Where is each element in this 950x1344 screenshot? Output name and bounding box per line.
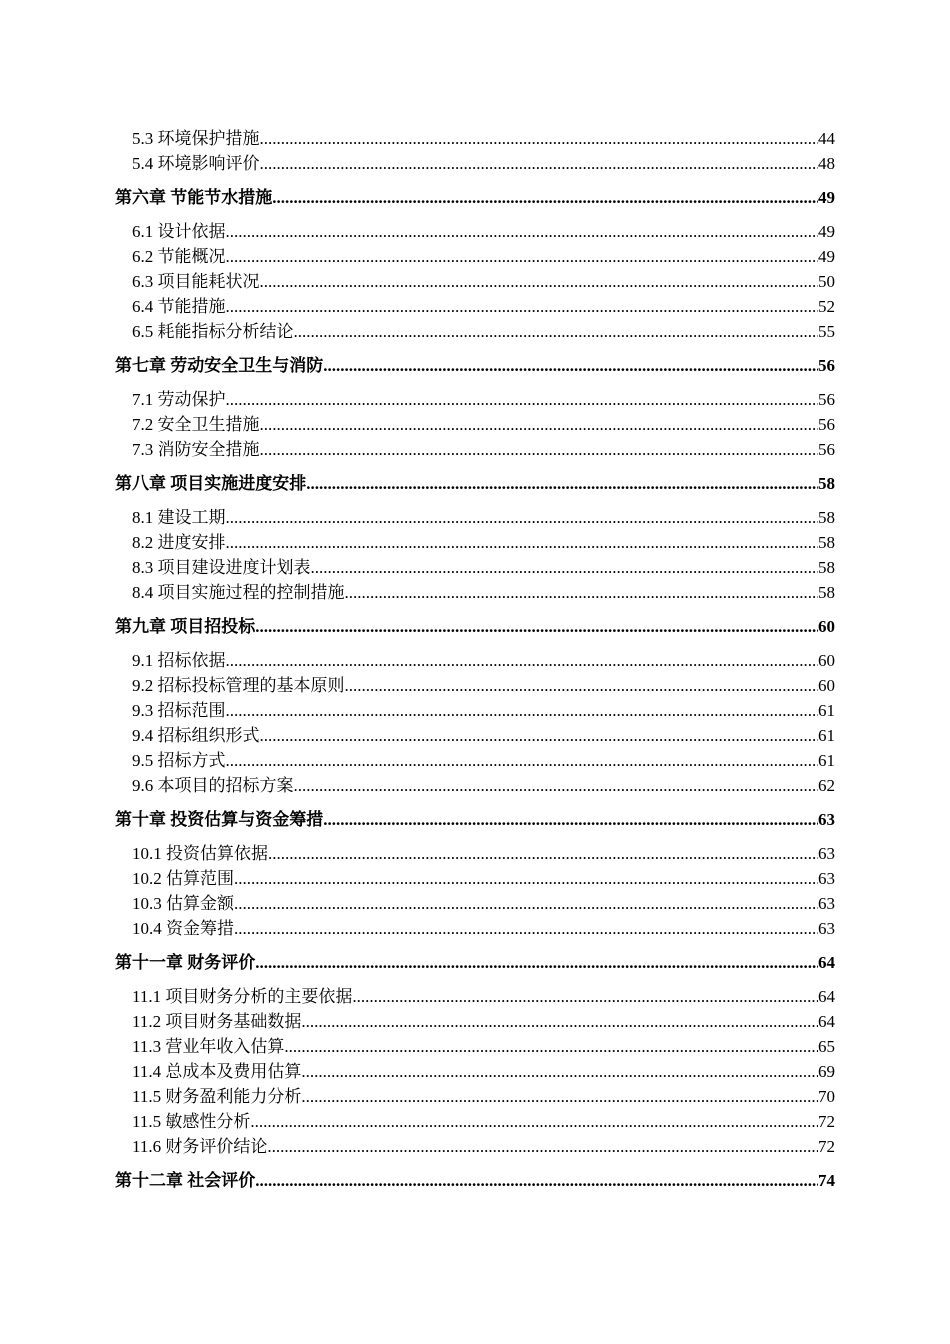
- toc-section-entry[interactable]: [115, 773, 835, 798]
- toc-entry-page: 64: [818, 1012, 835, 1031]
- toc-entry-page: 50: [818, 272, 835, 291]
- toc-leader-dots: [267, 1134, 818, 1159]
- toc-leader-dots: [323, 353, 818, 378]
- toc-entry-page: 63: [818, 844, 835, 863]
- toc-entry-page: 63: [818, 810, 835, 829]
- toc-leader-dots: [226, 505, 819, 530]
- toc-entry-page: 58: [818, 558, 835, 577]
- toc-entry-page: 63: [818, 894, 835, 913]
- toc-section-entry[interactable]: [115, 530, 835, 555]
- toc-entry-title: 11.2 项目财务基础数据: [132, 1012, 302, 1031]
- toc-entry-title: 7.3 消防安全措施: [132, 440, 260, 459]
- toc-section-entry[interactable]: [115, 673, 835, 698]
- toc-section-entry[interactable]: [115, 841, 835, 866]
- toc-entry-title: 8.2 进度安排: [132, 533, 226, 552]
- toc-entry-page: 60: [818, 676, 835, 695]
- toc-section-entry[interactable]: [115, 151, 835, 176]
- toc-leader-dots: [255, 950, 818, 975]
- toc-section-entry[interactable]: [115, 269, 835, 294]
- toc-section-entry[interactable]: [115, 1109, 835, 1134]
- toc-entry-title: 7.2 安全卫生措施: [132, 415, 260, 434]
- toc-leader-dots: [260, 723, 819, 748]
- toc-section-entry[interactable]: [115, 698, 835, 723]
- toc-entry-title: 5.4 环境影响评价: [132, 154, 260, 173]
- toc-leader-dots: [226, 698, 819, 723]
- toc-leader-dots: [311, 555, 819, 580]
- toc-leader-dots: [260, 437, 819, 462]
- toc-entry-page: 60: [818, 651, 835, 670]
- toc-entry-title: 6.1 设计依据: [132, 222, 226, 241]
- toc-leader-dots: [260, 126, 819, 151]
- toc-section-entry[interactable]: [115, 126, 835, 151]
- toc-entry-title: 10.4 资金筹措: [132, 919, 234, 938]
- toc-leader-dots: [226, 748, 819, 773]
- toc-leader-dots: [226, 219, 819, 244]
- toc-entry-page: 72: [818, 1112, 835, 1131]
- toc-entry-page: 56: [818, 390, 835, 409]
- toc-entry-title: 10.2 估算范围: [132, 869, 234, 888]
- toc-entry-page: 58: [818, 533, 835, 552]
- toc-entry-title: 6.5 耗能指标分析结论: [132, 322, 294, 341]
- toc-section-entry[interactable]: [115, 437, 835, 462]
- toc-entry-title: 9.6 本项目的招标方案: [132, 776, 294, 795]
- toc-entry-page: 64: [818, 987, 835, 1006]
- toc-section-entry[interactable]: [115, 723, 835, 748]
- toc-section-entry[interactable]: [115, 748, 835, 773]
- toc-leader-dots: [226, 244, 819, 269]
- toc-entry-title: 第十一章 财务评价: [115, 953, 256, 972]
- toc-section-entry[interactable]: [115, 1134, 835, 1159]
- toc-entry-title: 9.4 招标组织形式: [132, 726, 260, 745]
- toc-entry-title: 第十二章 社会评价: [115, 1171, 256, 1190]
- toc-entry-page: 69: [818, 1062, 835, 1081]
- toc-leader-dots: [260, 151, 819, 176]
- toc-section-entry[interactable]: [115, 412, 835, 437]
- toc-section-entry[interactable]: [115, 555, 835, 580]
- toc-leader-dots: [301, 1009, 818, 1034]
- toc-entry-title: 10.3 估算金额: [132, 894, 234, 913]
- toc-entry-title: 6.4 节能措施: [132, 297, 226, 316]
- toc-entry-title: 11.6 财务评价结论: [132, 1137, 268, 1156]
- toc-section-entry[interactable]: [115, 319, 835, 344]
- toc-leader-dots: [301, 1084, 818, 1109]
- toc-entry-title: 6.2 节能概况: [132, 247, 226, 266]
- toc-leader-dots: [255, 1168, 818, 1193]
- toc-entry-page: 49: [818, 188, 835, 207]
- toc-leader-dots: [306, 471, 818, 496]
- toc-leader-dots: [234, 866, 818, 891]
- toc-entry-page: 55: [818, 322, 835, 341]
- toc-entry-title: 10.1 投资估算依据: [132, 844, 268, 863]
- toc-leader-dots: [345, 580, 819, 605]
- toc-entry-title: 第七章 劳动安全卫生与消防: [115, 356, 324, 375]
- toc-chapter-entry[interactable]: [115, 471, 835, 496]
- toc-entry-title: 8.3 项目建设进度计划表: [132, 558, 311, 577]
- table-of-contents: [115, 126, 835, 1202]
- toc-entry-page: 74: [818, 1171, 835, 1190]
- toc-entry-title: 9.5 招标方式: [132, 751, 226, 770]
- toc-leader-dots: [284, 1034, 818, 1059]
- toc-entry-title: 9.1 招标依据: [132, 651, 226, 670]
- toc-chapter-entry[interactable]: [115, 807, 835, 832]
- toc-entry-title: 第九章 项目招投标: [115, 617, 256, 636]
- toc-leader-dots: [294, 773, 819, 798]
- toc-section-entry[interactable]: [115, 866, 835, 891]
- toc-chapter-entry[interactable]: [115, 353, 835, 378]
- toc-entry-title: 9.3 招标范围: [132, 701, 226, 720]
- toc-entry-page: 58: [818, 474, 835, 493]
- toc-section-entry[interactable]: [115, 505, 835, 530]
- toc-section-entry[interactable]: [115, 580, 835, 605]
- toc-section-entry[interactable]: [115, 219, 835, 244]
- toc-entry-title: 11.3 营业年收入估算: [132, 1037, 285, 1056]
- toc-entry-title: 第八章 项目实施进度安排: [115, 474, 307, 493]
- toc-leader-dots: [345, 673, 819, 698]
- toc-section-entry[interactable]: [115, 648, 835, 673]
- toc-section-entry[interactable]: [115, 1084, 835, 1109]
- toc-section-entry[interactable]: [115, 916, 835, 941]
- toc-entry-page: 56: [818, 415, 835, 434]
- toc-entry-title: 6.3 项目能耗状况: [132, 272, 260, 291]
- toc-leader-dots: [226, 294, 819, 319]
- toc-leader-dots: [226, 648, 819, 673]
- toc-entry-page: 61: [818, 701, 835, 720]
- toc-chapter-entry[interactable]: [115, 1168, 835, 1193]
- toc-entry-page: 58: [818, 583, 835, 602]
- toc-entry-title: 第六章 节能节水措施: [115, 188, 273, 207]
- toc-leader-dots: [234, 891, 818, 916]
- toc-entry-page: 65: [818, 1037, 835, 1056]
- toc-leader-dots: [234, 916, 818, 941]
- toc-section-entry[interactable]: [115, 244, 835, 269]
- toc-section-entry[interactable]: [115, 1059, 835, 1084]
- toc-entry-title: 第十章 投资估算与资金筹措: [115, 810, 324, 829]
- toc-entry-page: 44: [818, 129, 835, 148]
- toc-entry-page: 58: [818, 508, 835, 527]
- toc-leader-dots: [255, 614, 818, 639]
- toc-entry-page: 56: [818, 356, 835, 375]
- toc-section-entry[interactable]: [115, 1009, 835, 1034]
- toc-entry-title: 11.1 项目财务分析的主要依据: [132, 987, 353, 1006]
- toc-entry-title: 11.5 财务盈利能力分析: [132, 1087, 302, 1106]
- toc-entry-title: 7.1 劳动保护: [132, 390, 226, 409]
- toc-entry-page: 48: [818, 154, 835, 173]
- toc-entry-page: 72: [818, 1137, 835, 1156]
- toc-entry-page: 64: [818, 953, 835, 972]
- toc-entry-page: 56: [818, 440, 835, 459]
- toc-leader-dots: [260, 269, 819, 294]
- toc-entry-page: 49: [818, 222, 835, 241]
- toc-leader-dots: [301, 1059, 818, 1084]
- toc-entry-page: 61: [818, 751, 835, 770]
- toc-entry-page: 52: [818, 297, 835, 316]
- toc-leader-dots: [352, 984, 818, 1009]
- toc-section-entry[interactable]: [115, 984, 835, 1009]
- toc-leader-dots: [260, 412, 819, 437]
- toc-section-entry[interactable]: [115, 387, 835, 412]
- toc-leader-dots: [226, 387, 819, 412]
- toc-section-entry[interactable]: [115, 891, 835, 916]
- toc-entry-page: 60: [818, 617, 835, 636]
- toc-section-entry[interactable]: [115, 294, 835, 319]
- toc-chapter-entry[interactable]: [115, 950, 835, 975]
- toc-leader-dots: [226, 530, 819, 555]
- toc-entry-title: 5.3 环境保护措施: [132, 129, 260, 148]
- toc-leader-dots: [323, 807, 818, 832]
- toc-entry-title: 8.4 项目实施过程的控制措施: [132, 583, 345, 602]
- toc-entry-page: 63: [818, 869, 835, 888]
- toc-section-entry[interactable]: [115, 1034, 835, 1059]
- toc-entry-title: 9.2 招标投标管理的基本原则: [132, 676, 345, 695]
- toc-entry-page: 61: [818, 726, 835, 745]
- toc-entry-title: 11.5 敏感性分析: [132, 1112, 251, 1131]
- toc-leader-dots: [294, 319, 819, 344]
- toc-leader-dots: [250, 1109, 818, 1134]
- toc-chapter-entry[interactable]: [115, 614, 835, 639]
- toc-leader-dots: [268, 841, 818, 866]
- toc-chapter-entry[interactable]: [115, 185, 835, 210]
- toc-entry-page: 70: [818, 1087, 835, 1106]
- toc-entry-title: 11.4 总成本及费用估算: [132, 1062, 302, 1081]
- toc-entry-page: 63: [818, 919, 835, 938]
- toc-entry-page: 62: [818, 776, 835, 795]
- toc-leader-dots: [272, 185, 818, 210]
- toc-entry-page: 49: [818, 247, 835, 266]
- toc-entry-title: 8.1 建设工期: [132, 508, 226, 527]
